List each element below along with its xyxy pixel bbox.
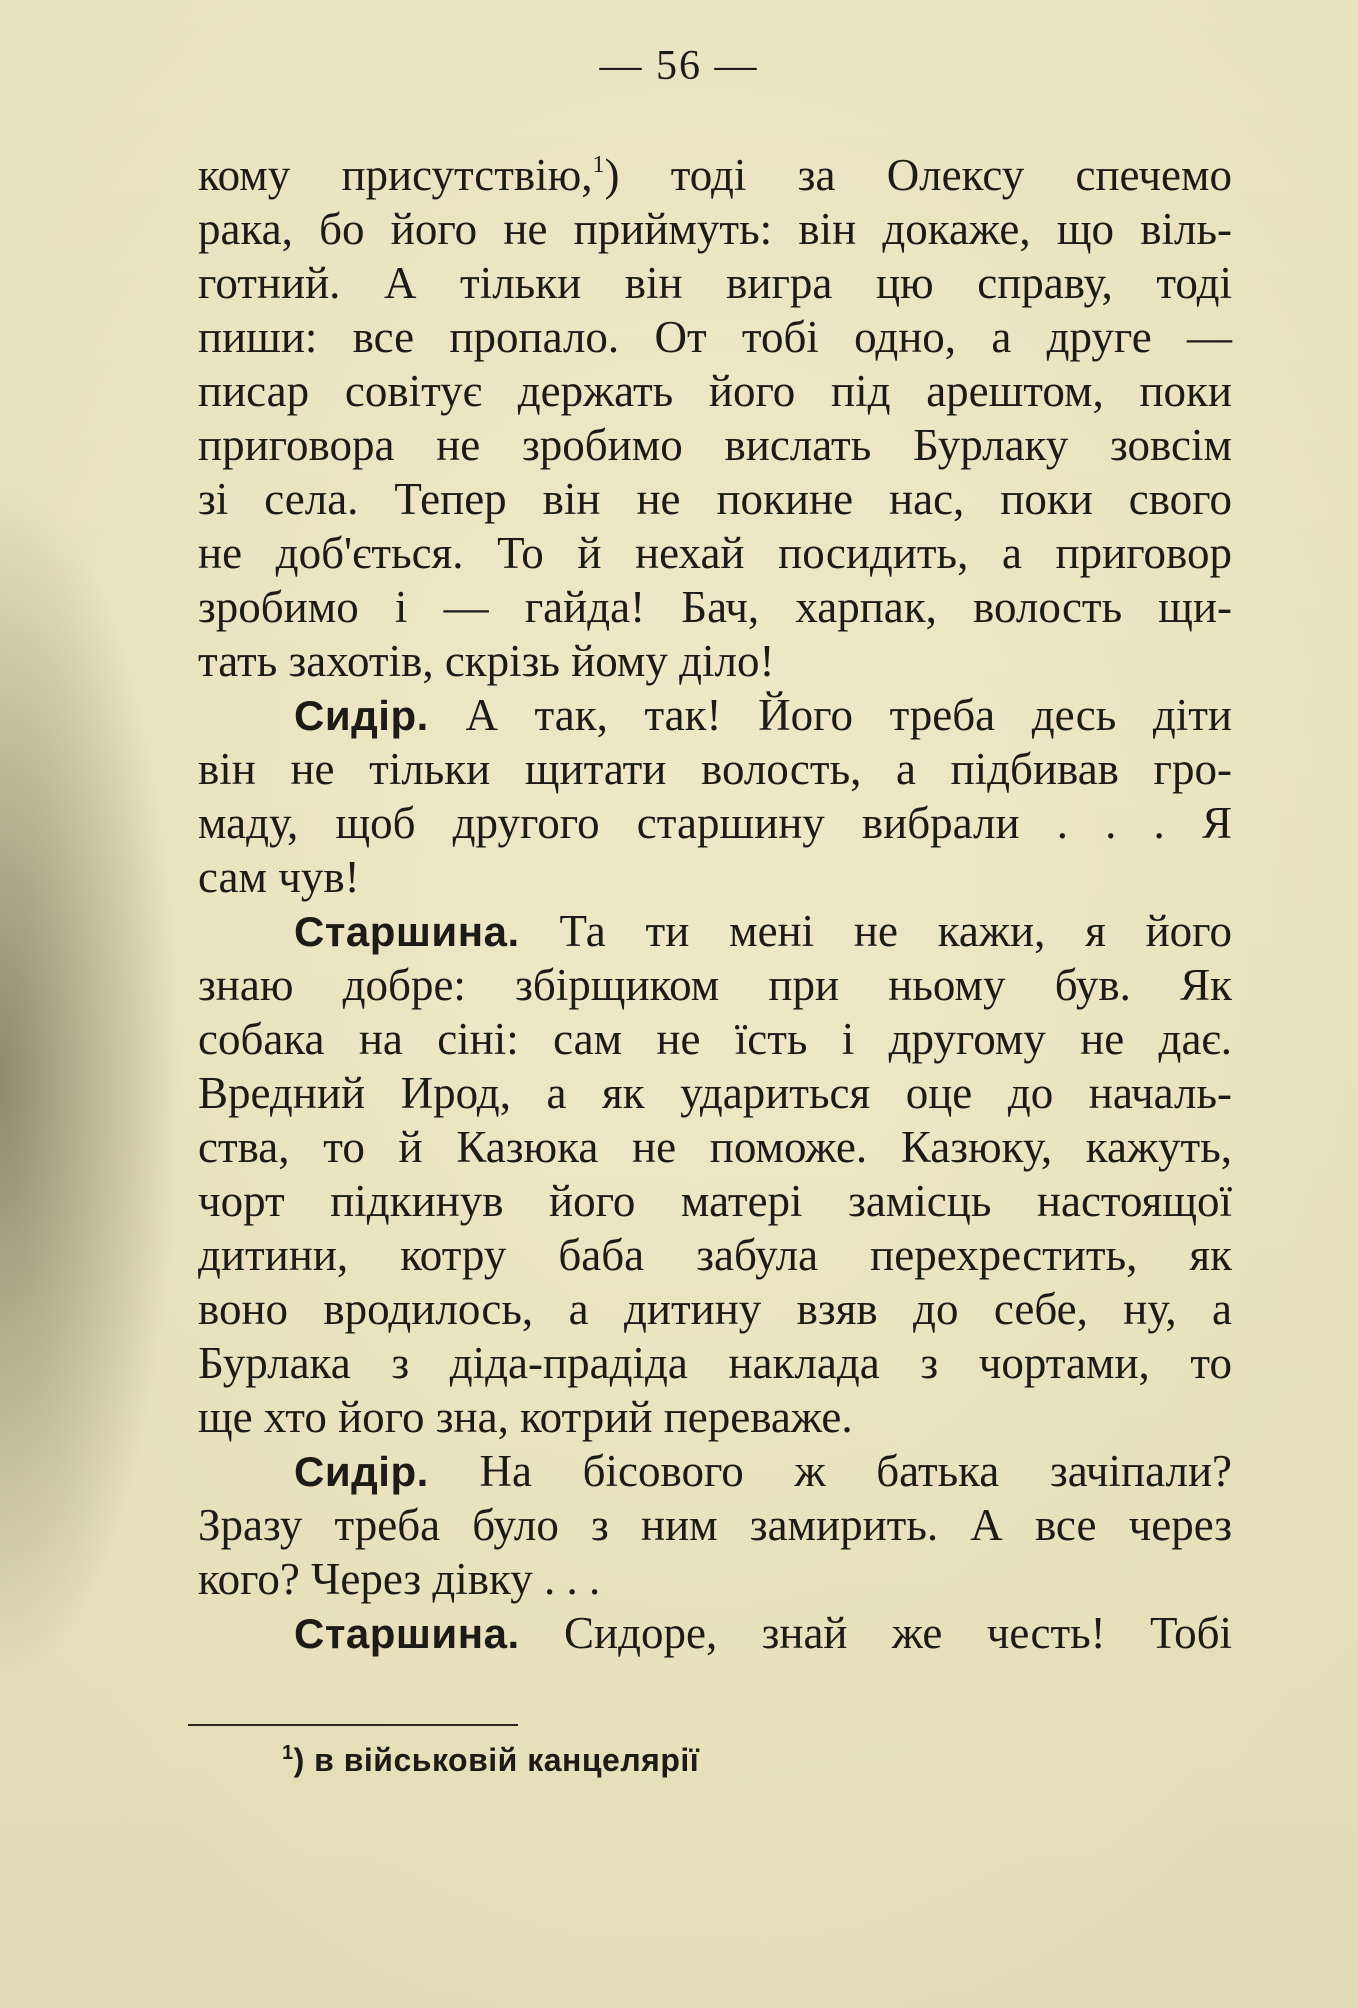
line-text: зі села. Тепер він не покине нас, поки свого xyxy=(198,474,1232,524)
speaker-line xyxy=(198,1606,1232,1660)
line-text: Зразу треба було з ним замирить. А все через xyxy=(198,1500,1232,1550)
line-text: А так, так! Його треба десь діти xyxy=(465,690,1233,740)
footnote-marker-close: ) xyxy=(293,1742,305,1778)
line-text: дитини, котру баба забула перехрестить, як xyxy=(198,1230,1232,1280)
line-text: тать захотів, скрізь йому діло! xyxy=(198,636,775,686)
line-text: ще хто його зна, котрий переваже. xyxy=(198,1392,853,1442)
text-line xyxy=(198,364,1232,418)
line-text: пиши: все пропало. От тобі одно, а друге — xyxy=(198,312,1232,362)
text-line xyxy=(198,310,1232,364)
line-text: Та ти мені не кажи, я його xyxy=(559,906,1233,956)
text-line xyxy=(198,1066,1232,1120)
text-line xyxy=(198,796,1232,850)
text-line xyxy=(198,472,1232,526)
footnote-marker: 1 xyxy=(282,1742,294,1764)
speaker-line xyxy=(198,904,1232,958)
line-text: собака на сіні: сам не їсть і другому не дає. xyxy=(198,1014,1232,1064)
line-text: кого? Через дівку . . . xyxy=(198,1554,601,1604)
text-line-start: кому присутствію, xyxy=(198,150,593,200)
speaker-name: Старшина. xyxy=(294,1610,520,1657)
text-line xyxy=(198,634,1232,688)
line-text: воно вродилось, а дитину взяв до себе, ну, а xyxy=(198,1284,1232,1334)
speaker-name: Старшина. xyxy=(294,908,520,955)
text-line xyxy=(198,1390,1232,1444)
text-line xyxy=(198,1282,1232,1336)
line-text: ства, то й Казюка не поможе. Казюку, кажуть, xyxy=(198,1122,1232,1172)
speaker-name: Сидір. xyxy=(294,692,429,739)
page-number: — 56 — xyxy=(599,43,759,89)
text-line xyxy=(198,1552,1232,1606)
line-text: Вредний Ирод, а як удариться оце до началь- xyxy=(198,1068,1232,1118)
line-text: приговора не зробимо вислать Бурлаку зовсім xyxy=(198,420,1232,470)
line-text: писар совітує держать його під арештом, поки xyxy=(198,366,1232,416)
text-line xyxy=(198,202,1232,256)
text-line xyxy=(198,1336,1232,1390)
line-text: сам чув! xyxy=(198,852,360,902)
text-line xyxy=(198,256,1232,310)
text-line xyxy=(198,1012,1232,1066)
speaker-line xyxy=(198,688,1232,742)
text-line xyxy=(198,850,1232,904)
speaker-line xyxy=(198,1444,1232,1498)
footnote-text: в військовій канцелярії xyxy=(314,1742,700,1778)
footnote xyxy=(282,1742,699,1779)
speaker-name: Сидір. xyxy=(294,1448,429,1495)
line-text: знаю добре: збірщиком при ньому був. Як xyxy=(198,960,1232,1010)
text-line xyxy=(198,580,1232,634)
line-text: маду, щоб другого старшину вибрали . . . Я xyxy=(198,798,1232,848)
footnote-divider xyxy=(188,1724,518,1726)
text-line-end: ) тоді за Олексу спечемо xyxy=(604,150,1232,200)
text-line xyxy=(198,742,1232,796)
line-text: готний. А тільки він вигра цю справу, тоді xyxy=(198,258,1232,308)
line-text: він не тільки щитати волость, а підбивав гро- xyxy=(198,744,1232,794)
line-text: Бурлака з діда-прадіда наклада з чортами, то xyxy=(198,1338,1232,1388)
text-line xyxy=(198,418,1232,472)
line-text: зробимо і — гайда! Бач, харпак, волость щи- xyxy=(198,582,1232,632)
text-line xyxy=(198,1174,1232,1228)
text-line xyxy=(198,526,1232,580)
body-text xyxy=(198,148,1232,1660)
text-line xyxy=(198,148,1232,202)
text-line xyxy=(198,958,1232,1012)
line-text: рака, бо його не приймуть: він докаже, що віль- xyxy=(198,204,1232,254)
text-line xyxy=(198,1498,1232,1552)
line-text: не доб'ється. То й нехай посидить, а приговор xyxy=(198,528,1232,578)
footnote-reference: 1 xyxy=(592,152,605,178)
line-text: На бісового ж батька зачіпали? xyxy=(479,1446,1232,1496)
line-text: чорт підкинув його матері замісць настоящої xyxy=(198,1176,1232,1226)
line-text: Сидоре, знай же честь! Тобі xyxy=(564,1608,1232,1658)
text-line xyxy=(198,1228,1232,1282)
text-line xyxy=(198,1120,1232,1174)
